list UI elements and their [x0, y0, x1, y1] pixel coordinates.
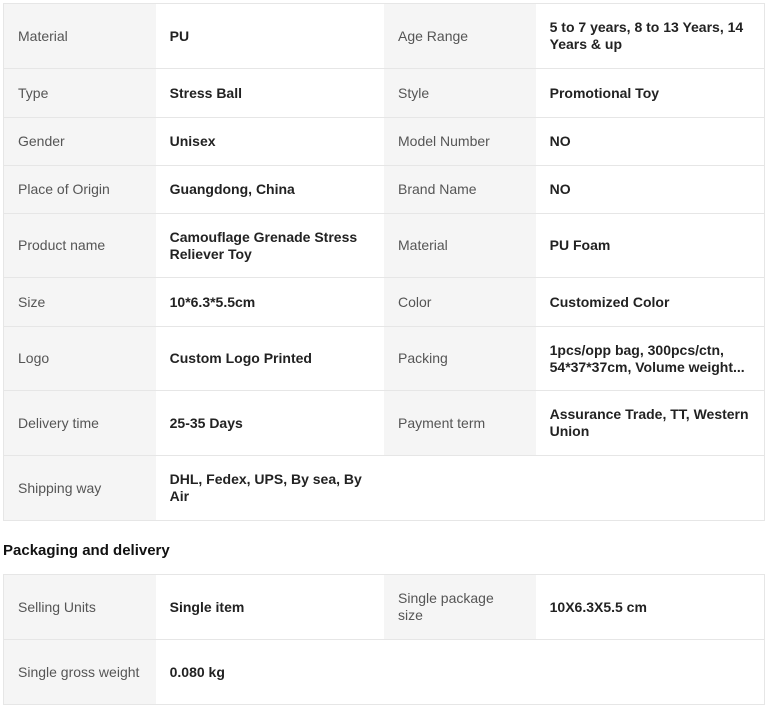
attribute-value: NO	[536, 166, 764, 213]
attribute-label: Material	[4, 4, 156, 68]
attribute-label: Brand Name	[384, 166, 536, 213]
empty-cell	[536, 640, 764, 704]
attribute-label: Color	[384, 278, 536, 326]
attribute-value: 25-35 Days	[156, 391, 384, 455]
table-row	[4, 456, 764, 520]
empty-cell	[384, 640, 536, 704]
attribute-value: 1pcs/opp bag, 300pcs/ctn, 54*37*37cm, Volume weight...	[536, 327, 764, 390]
attribute-label: Shipping way	[4, 456, 156, 520]
attribute-value: Camouflage Grenade Stress Reliever Toy	[156, 214, 384, 277]
attribute-label: Product name	[4, 214, 156, 277]
attribute-value: Stress Ball	[156, 69, 384, 117]
empty-cell	[536, 456, 764, 520]
attribute-value: Assurance Trade, TT, Western Union	[536, 391, 764, 455]
attribute-label: Type	[4, 69, 156, 117]
section-title: Packaging and delivery	[3, 542, 170, 559]
table-row	[4, 214, 764, 278]
table-row	[4, 166, 764, 214]
table-row	[4, 69, 764, 118]
table-row	[4, 4, 764, 69]
empty-cell	[384, 456, 536, 520]
packaging-table	[3, 574, 765, 705]
attribute-value: DHL, Fedex, UPS, By sea, By Air	[156, 456, 384, 520]
attribute-value: Single item	[156, 575, 384, 639]
attribute-label: Payment term	[384, 391, 536, 455]
table-row	[4, 327, 764, 391]
attribute-value: Guangdong, China	[156, 166, 384, 213]
attribute-label: Single package size	[384, 575, 536, 639]
attribute-label: Style	[384, 69, 536, 117]
attribute-label: Single gross weight	[4, 640, 156, 704]
attribute-value: PU	[156, 4, 384, 68]
table-row	[4, 278, 764, 327]
attribute-label: Size	[4, 278, 156, 326]
attribute-label: Model Number	[384, 118, 536, 165]
table-row	[4, 391, 764, 456]
attribute-label: Gender	[4, 118, 156, 165]
attribute-value: 10X6.3X5.5 cm	[536, 575, 764, 639]
table-row	[4, 118, 764, 166]
key-attributes-table	[3, 3, 765, 521]
attribute-label: Selling Units	[4, 575, 156, 639]
attribute-label: Age Range	[384, 4, 536, 68]
table-row	[4, 640, 764, 704]
attribute-label: Material	[384, 214, 536, 277]
attribute-value: PU Foam	[536, 214, 764, 277]
attribute-value: 0.080 kg	[156, 640, 384, 704]
attribute-value: Customized Color	[536, 278, 764, 326]
attribute-value: Unisex	[156, 118, 384, 165]
attribute-value: Promotional Toy	[536, 69, 764, 117]
attribute-label: Delivery time	[4, 391, 156, 455]
attribute-value: 5 to 7 years, 8 to 13 Years, 14 Years & up	[536, 4, 764, 68]
table-row	[4, 575, 764, 640]
attribute-value: NO	[536, 118, 764, 165]
attribute-value: 10*6.3*5.5cm	[156, 278, 384, 326]
attribute-value: Custom Logo Printed	[156, 327, 384, 390]
attribute-label: Place of Origin	[4, 166, 156, 213]
attribute-label: Packing	[384, 327, 536, 390]
attribute-label: Logo	[4, 327, 156, 390]
